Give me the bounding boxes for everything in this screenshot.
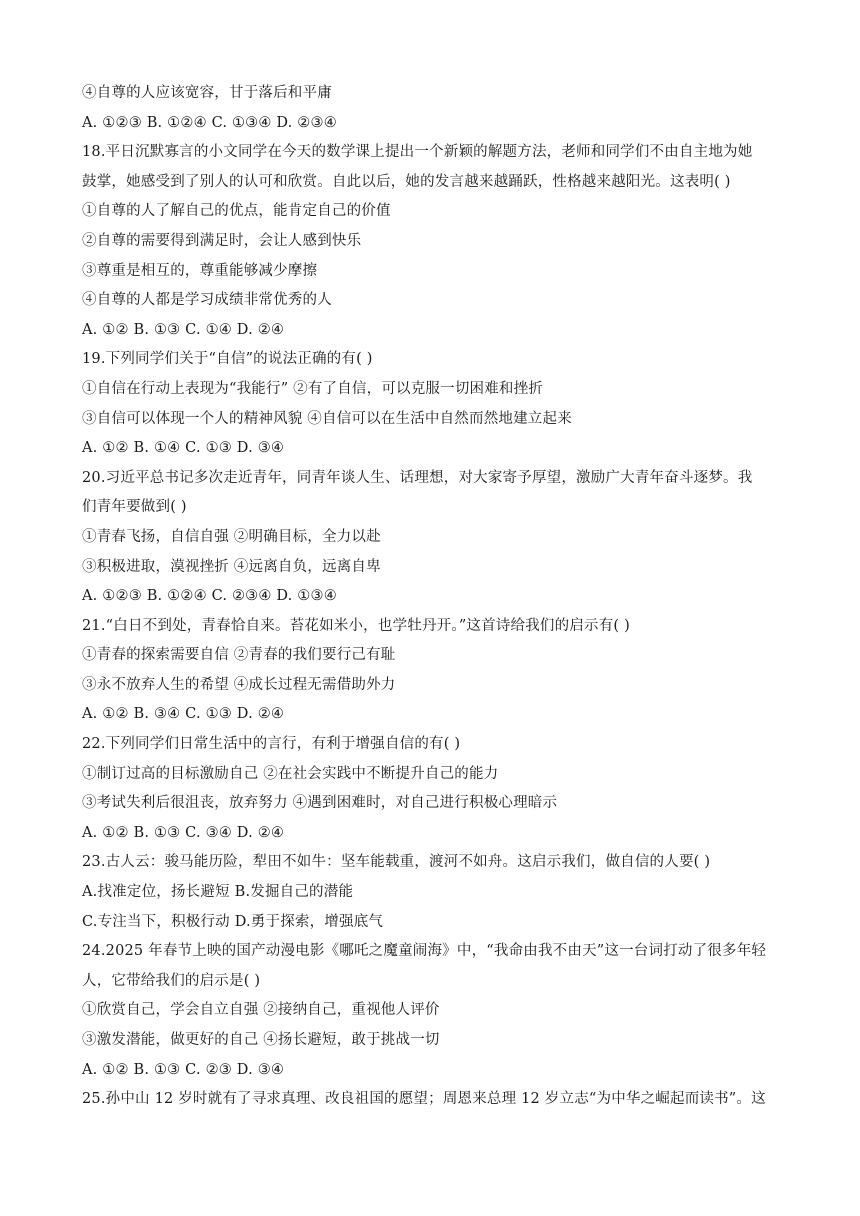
question-17-option-4: ④自尊的人应该宽容，甘于落后和平庸: [82, 85, 332, 101]
question-22-answers: A. ①② B. ①③ C. ③④ D. ②④: [82, 824, 285, 841]
question-18-stem: 18.平日沉默寡言的小文同学在今天的数学课上提出一个新颖的解题方法，老师和同学们不由自主地为她: [82, 144, 753, 161]
question-18-option-1: ①自尊的人了解自己的优点，能肯定自己的价值: [82, 203, 391, 220]
question-18-answers: A. ①② B. ①③ C. ①④ D. ②④: [82, 321, 285, 338]
question-24-options-3-4: ③激发潜能，做更好的自己 ④扬长避短，敢于挑战一切: [82, 1032, 440, 1048]
question-22-stem: 22.下列同学们日常生活中的言行，有利于增强自信的有( ): [82, 736, 461, 753]
question-18-stem-cont: 鼓掌，她感受到了别人的认可和欣赏。自此以后，她的发言越来越踊跃，性格越来越阳光。这表明( ): [82, 173, 731, 190]
question-24-answers: A. ①② B. ①③ C. ②③ D. ③④: [82, 1061, 285, 1078]
question-20-stem: 20.习近平总书记多次走近青年，同青年谈人生、话理想，对大家寄予厚望，激励广大青年奋斗逐梦。我: [82, 469, 753, 486]
question-20-options-3-4: ③积极进取，漠视挫折 ④远离自负，远离自卑: [82, 558, 381, 575]
question-17-answers: A. ①②③ B. ①②④ C. ①③④ D. ②③④: [82, 114, 337, 131]
question-18-option-2: ②自尊的需要得到满足时，会让人感到快乐: [82, 232, 362, 249]
question-20-options-1-2: ①青春飞扬，自信自强 ②明确目标，全力以赴: [82, 528, 381, 545]
question-20-stem-cont: 们青年要做到( ): [82, 499, 187, 516]
question-22-options-3-4: ③考试失利后很沮丧，放弃努力 ④遇到困难时，对自己进行积极心理暗示: [82, 795, 558, 812]
question-23-stem: 23.古人云：骏马能历险，犁田不如牛：坚车能载重，渡河不如舟。这启示我们，做自信的人要( ): [82, 854, 711, 871]
question-19-stem: 19.下列同学们关于“自信”的说法正确的有( ): [82, 351, 373, 368]
question-21-options-3-4: ③永不放弃人生的希望 ④成长过程无需借助外力: [82, 676, 396, 693]
question-24-stem: 24.2025 年春节上映的国产动漫电影《哪吒之魔童闹海》中，“我命由我不由天”这一台词打动了很多年轻: [82, 943, 767, 960]
question-20-answers: A. ①②③ B. ①②④ C. ②③④ D. ①③④: [82, 588, 337, 605]
question-21-answers: A. ①② B. ③④ C. ①③ D. ②④: [82, 706, 285, 723]
question-23-options-a-b: A.找准定位，扬长避短 B.发掘自己的潜能: [82, 884, 354, 901]
question-19-options-1-2: ①自信在行动上表现为“我能行” ②有了自信，可以克服一切困难和挫折: [82, 380, 544, 397]
question-22-options-1-2: ①制订过高的目标激励自己 ②在社会实践中不断提升自己的能力: [82, 765, 499, 782]
question-18-option-4: ④自尊的人都是学习成绩非常优秀的人: [82, 292, 332, 309]
question-24-options-1-2: ①欣赏自己，学会自立自强 ②接纳自己，重视他人评价: [82, 1002, 440, 1019]
question-18-option-3: ③尊重是相互的，尊重能够减少摩擦: [82, 262, 318, 279]
question-25-stem: 25.孙中山 12 岁时就有了寻求真理、改良祖国的愿望；周恩来总理 12 岁立志“为中华之崛起而读书”。这: [82, 1091, 766, 1108]
question-24-stem-cont: 人，它带给我们的启示是( ): [82, 972, 261, 989]
question-19-options-3-4: ③自信可以体现一个人的精神风貌 ④自信可以在生活中自然而然地建立起来: [82, 410, 572, 427]
exam-page: [82, 79, 782, 1115]
question-21-stem: 21.“白日不到处，青春恰自来。苔花如米小，也学牡丹开。”这首诗给我们的启示有( ): [82, 617, 630, 634]
question-21-options-1-2: ①青春的探索需要自信 ②青春的我们要行己有耻: [82, 647, 396, 664]
question-19-answers: A. ①② B. ①④ C. ①③ D. ③④: [82, 440, 285, 457]
question-23-options-c-d: C.专注当下，积极行动 D.勇于探索，增强底气: [82, 913, 384, 930]
